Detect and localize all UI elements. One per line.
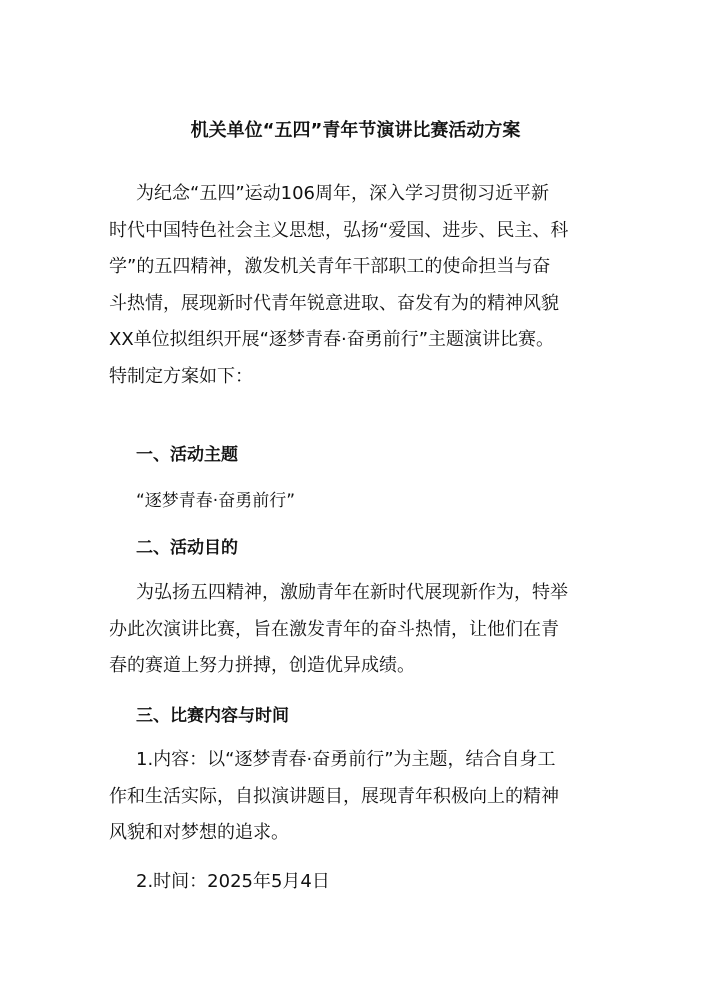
- intro-line: 斗热情，展现新时代青年锐意进取、奋发有为的精神风貌: [109, 292, 559, 314]
- section-heading-theme: 一、活动主题: [136, 445, 238, 465]
- time-item: 2.时间：2025年5月4日: [136, 871, 330, 892]
- theme-text: “逐梦青春·奋勇前行”: [136, 491, 296, 511]
- intro-line: 为纪念“五四”运动106周年，深入学习贯彻习近平新: [136, 183, 550, 204]
- intro-line: XX单位拟组织开展“逐梦青春·奋勇前行”主题演讲比赛。: [109, 329, 555, 350]
- content-line: 风貌和对梦想的追求。: [109, 822, 289, 843]
- document-title: 机关单位“五四”青年节演讲比赛活动方案: [190, 120, 521, 141]
- section-heading-content-time: 三、比赛内容与时间: [136, 706, 289, 726]
- purpose-line: 办此次演讲比赛，旨在激发青年的奋斗热情，让他们在青: [109, 618, 559, 640]
- purpose-line: 春的赛道上努力拼搏，创造优异成绩。: [109, 655, 415, 676]
- intro-line: 学”的五四精神，激发机关青年干部职工的使命担当与奋: [109, 256, 551, 277]
- intro-paragraph: [109, 176, 606, 395]
- purpose-line: 为弘扬五四精神，激励青年在新时代展现新作为，特举: [136, 582, 568, 603]
- content-line: 1.内容：以“逐梦青春·奋勇前行”为主题，结合自身工: [136, 749, 556, 770]
- section-heading-purpose: 二、活动目的: [136, 538, 238, 558]
- purpose-paragraph: [109, 575, 606, 685]
- intro-line: 特制定方案如下：: [109, 365, 253, 387]
- content-line: 作和生活实际，自拟演讲题目，展现青年积极向上的精神: [109, 785, 559, 807]
- content-item-paragraph: [109, 742, 606, 852]
- intro-line: 时代中国特色社会主义思想，弘扬“爱国、进步、民主、科: [109, 219, 569, 241]
